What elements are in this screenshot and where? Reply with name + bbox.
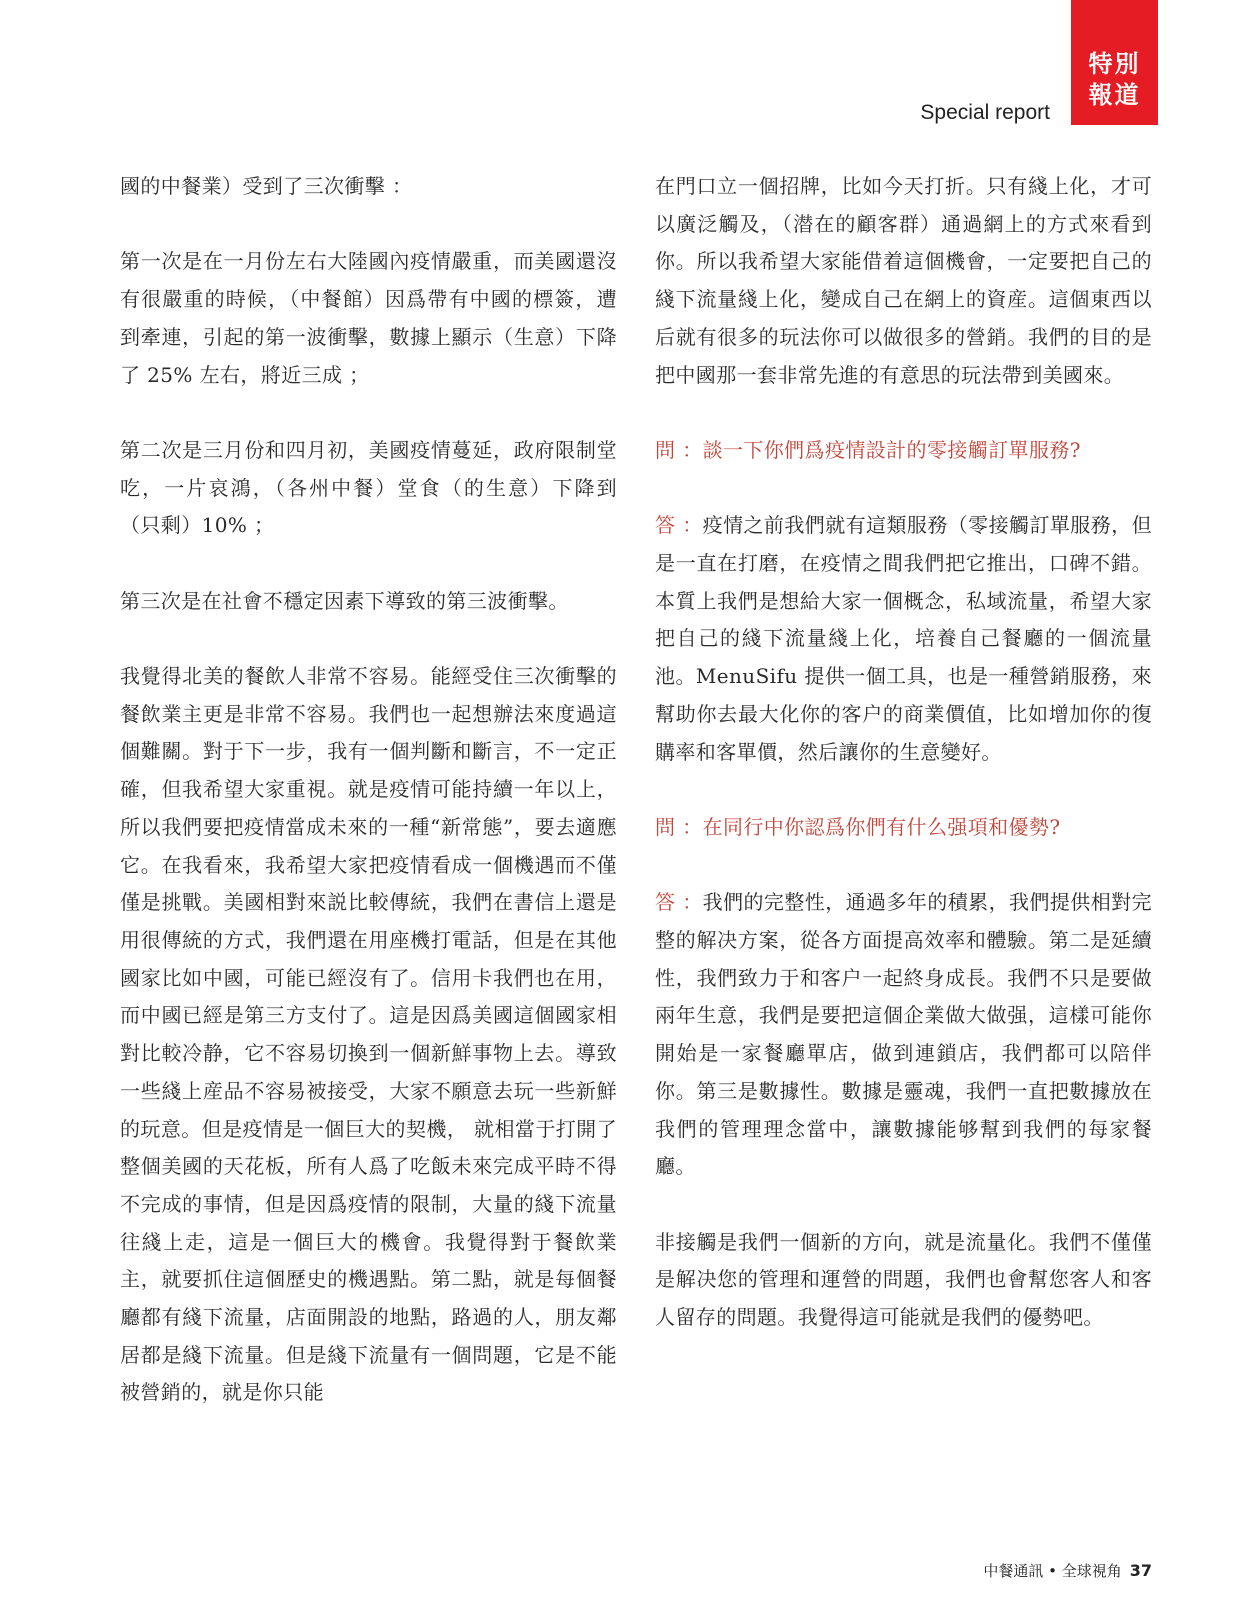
answer-marker: 答 ： bbox=[655, 513, 703, 538]
paragraph: 國的中餐業）受到了三次衝擊 ： bbox=[120, 174, 413, 198]
question-2 bbox=[655, 809, 1152, 847]
page-number: 37 bbox=[1129, 1561, 1152, 1580]
answer-text: 我們的完整性，通過多年的積累，我們提供相對完整的解决方案，從各方面提高效率和體驗。第二是延續性，我們致力于和客户一起終身成長。我們不只是要做兩年生意，我們是要把這個企業做大做强，這樣可能你開始是一家餐廳單店，做到連鎖店，我們都可以陪伴你。第三是數據性。數據是靈魂，我們一直把數據放在我們的管理理念當中，讓數據能够幫到我們的每家餐廳。 bbox=[655, 890, 1152, 1179]
right-column bbox=[655, 168, 1152, 1374]
question-1 bbox=[655, 432, 1152, 470]
paragraph: 在門口立一個招牌，比如今天打折。只有綫上化，才可以廣泛觸及，（潜在的顧客群）通過網上的方式來看到你。所以我希望大家能借着這個機會，一定要把自己的綫下流量綫上化，變成自己在網上的資産。這個東西以后就有很多的玩法你可以做很多的營銷。我們的目的是把中國那一套非常先進的有意思的玩法帶到美國來。 bbox=[655, 174, 1152, 387]
section-title-en: Special report bbox=[920, 101, 1050, 124]
left-column bbox=[120, 168, 617, 1450]
publication-name: 中餐通訊 • 全球視角 bbox=[983, 1562, 1122, 1580]
question-marker: 問 ： bbox=[655, 437, 703, 462]
answer-2 bbox=[655, 884, 1152, 1186]
question-text: 談一下你們爲疫情設計的零接觸訂單服務? bbox=[702, 437, 1081, 462]
answer-marker: 答 ： bbox=[655, 890, 703, 915]
paragraph: 我覺得北美的餐飲人非常不容易。能經受住三次衝擊的餐飲業主更是非常不容易。我們也一起想辦法來度過這個難關。對于下一步，我有一個判斷和斷言，不一定正確，但我希望大家重視。就是疫情可能持續一年以上， 所以我們要把疫情當成未來的一種“新常態”，要去適應它。在我看來，我希望大家把疫情看成一個機遇而不僅僅是挑戰。美國相對來説比較傳統，我們在書信上還是用很傳統的方式，我們還在用座機打電話，但是在其他國家比如中國，可能已經沒有了。信用卡我們也在用，而中國已經是第三方支付了。這是因爲美國這個國家相對比較冷静，它不容易切換到一個新鮮事物上去。導致一些綫上産品不容易被接受，大家不願意去玩一些新鮮的玩意。但是疫情是一個巨大的契機， 就相當于打開了整個美國的天花板，所有人爲了吃飯未來完成平時不得不完成的事情，但是因爲疫情的限制，大量的綫下流量往綫上走，這是一個巨大的機會。我覺得對于餐飲業主，就要抓住這個歷史的機遇點。第二點，就是每個餐廳都有綫下流量，店面開設的地點，路過的人，朋友鄰居都是綫下流量。但是綫下流量有一個問題，它是不能被營銷的，就是你只能 bbox=[120, 664, 617, 1405]
paragraph: 第一次是在一月份左右大陸國內疫情嚴重，而美國還沒有很嚴重的時候，（中餐館）因爲帶有中國的標簽，遭到牽連，引起的第一波衝擊，數據上顯示（生意）下降了 25% 左右，將近三成 ； bbox=[120, 249, 617, 387]
section-badge-line1: 特別 bbox=[1088, 50, 1141, 78]
answer-text: 疫情之前我們就有這類服務（零接觸訂單服務，但是一直在打磨，在疫情之間我們把它推出，口碑不錯。本質上我們是想給大家一個概念，私域流量，希望大家把自己的綫下流量綫上化，培養自己餐廳的一個流量池。MenuSifu 提供一個工具，也是一種營銷服務，來幫助你去最大化你的客户的商業價值，比如增加你的復購率和客單價，然后讓你的生意變好。 bbox=[655, 513, 1152, 764]
answer-1 bbox=[655, 507, 1152, 771]
question-text: 在同行中你認爲你們有什么强項和優勢? bbox=[702, 814, 1061, 839]
section-badge-line2: 報道 bbox=[1088, 81, 1141, 109]
paragraph: 第三次是在社會不穩定因素下導致的第三波衝擊。 bbox=[120, 588, 569, 613]
section-badge bbox=[1071, 0, 1158, 125]
question-marker: 問 ： bbox=[655, 814, 703, 839]
page-footer bbox=[983, 1560, 1152, 1582]
paragraph: 非接觸是我們一個新的方向，就是流量化。我們不僅僅是解决您的管理和運營的問題，我們也會幫您客人和客人留存的問題。我覺得這可能就是我們的優勢吧。 bbox=[655, 1229, 1152, 1330]
paragraph: 第二次是三月份和四月初，美國疫情蔓延，政府限制堂吃，一片哀鴻，（各州中餐）堂食（的生意）下降到（只剩）10% ； bbox=[120, 437, 617, 538]
